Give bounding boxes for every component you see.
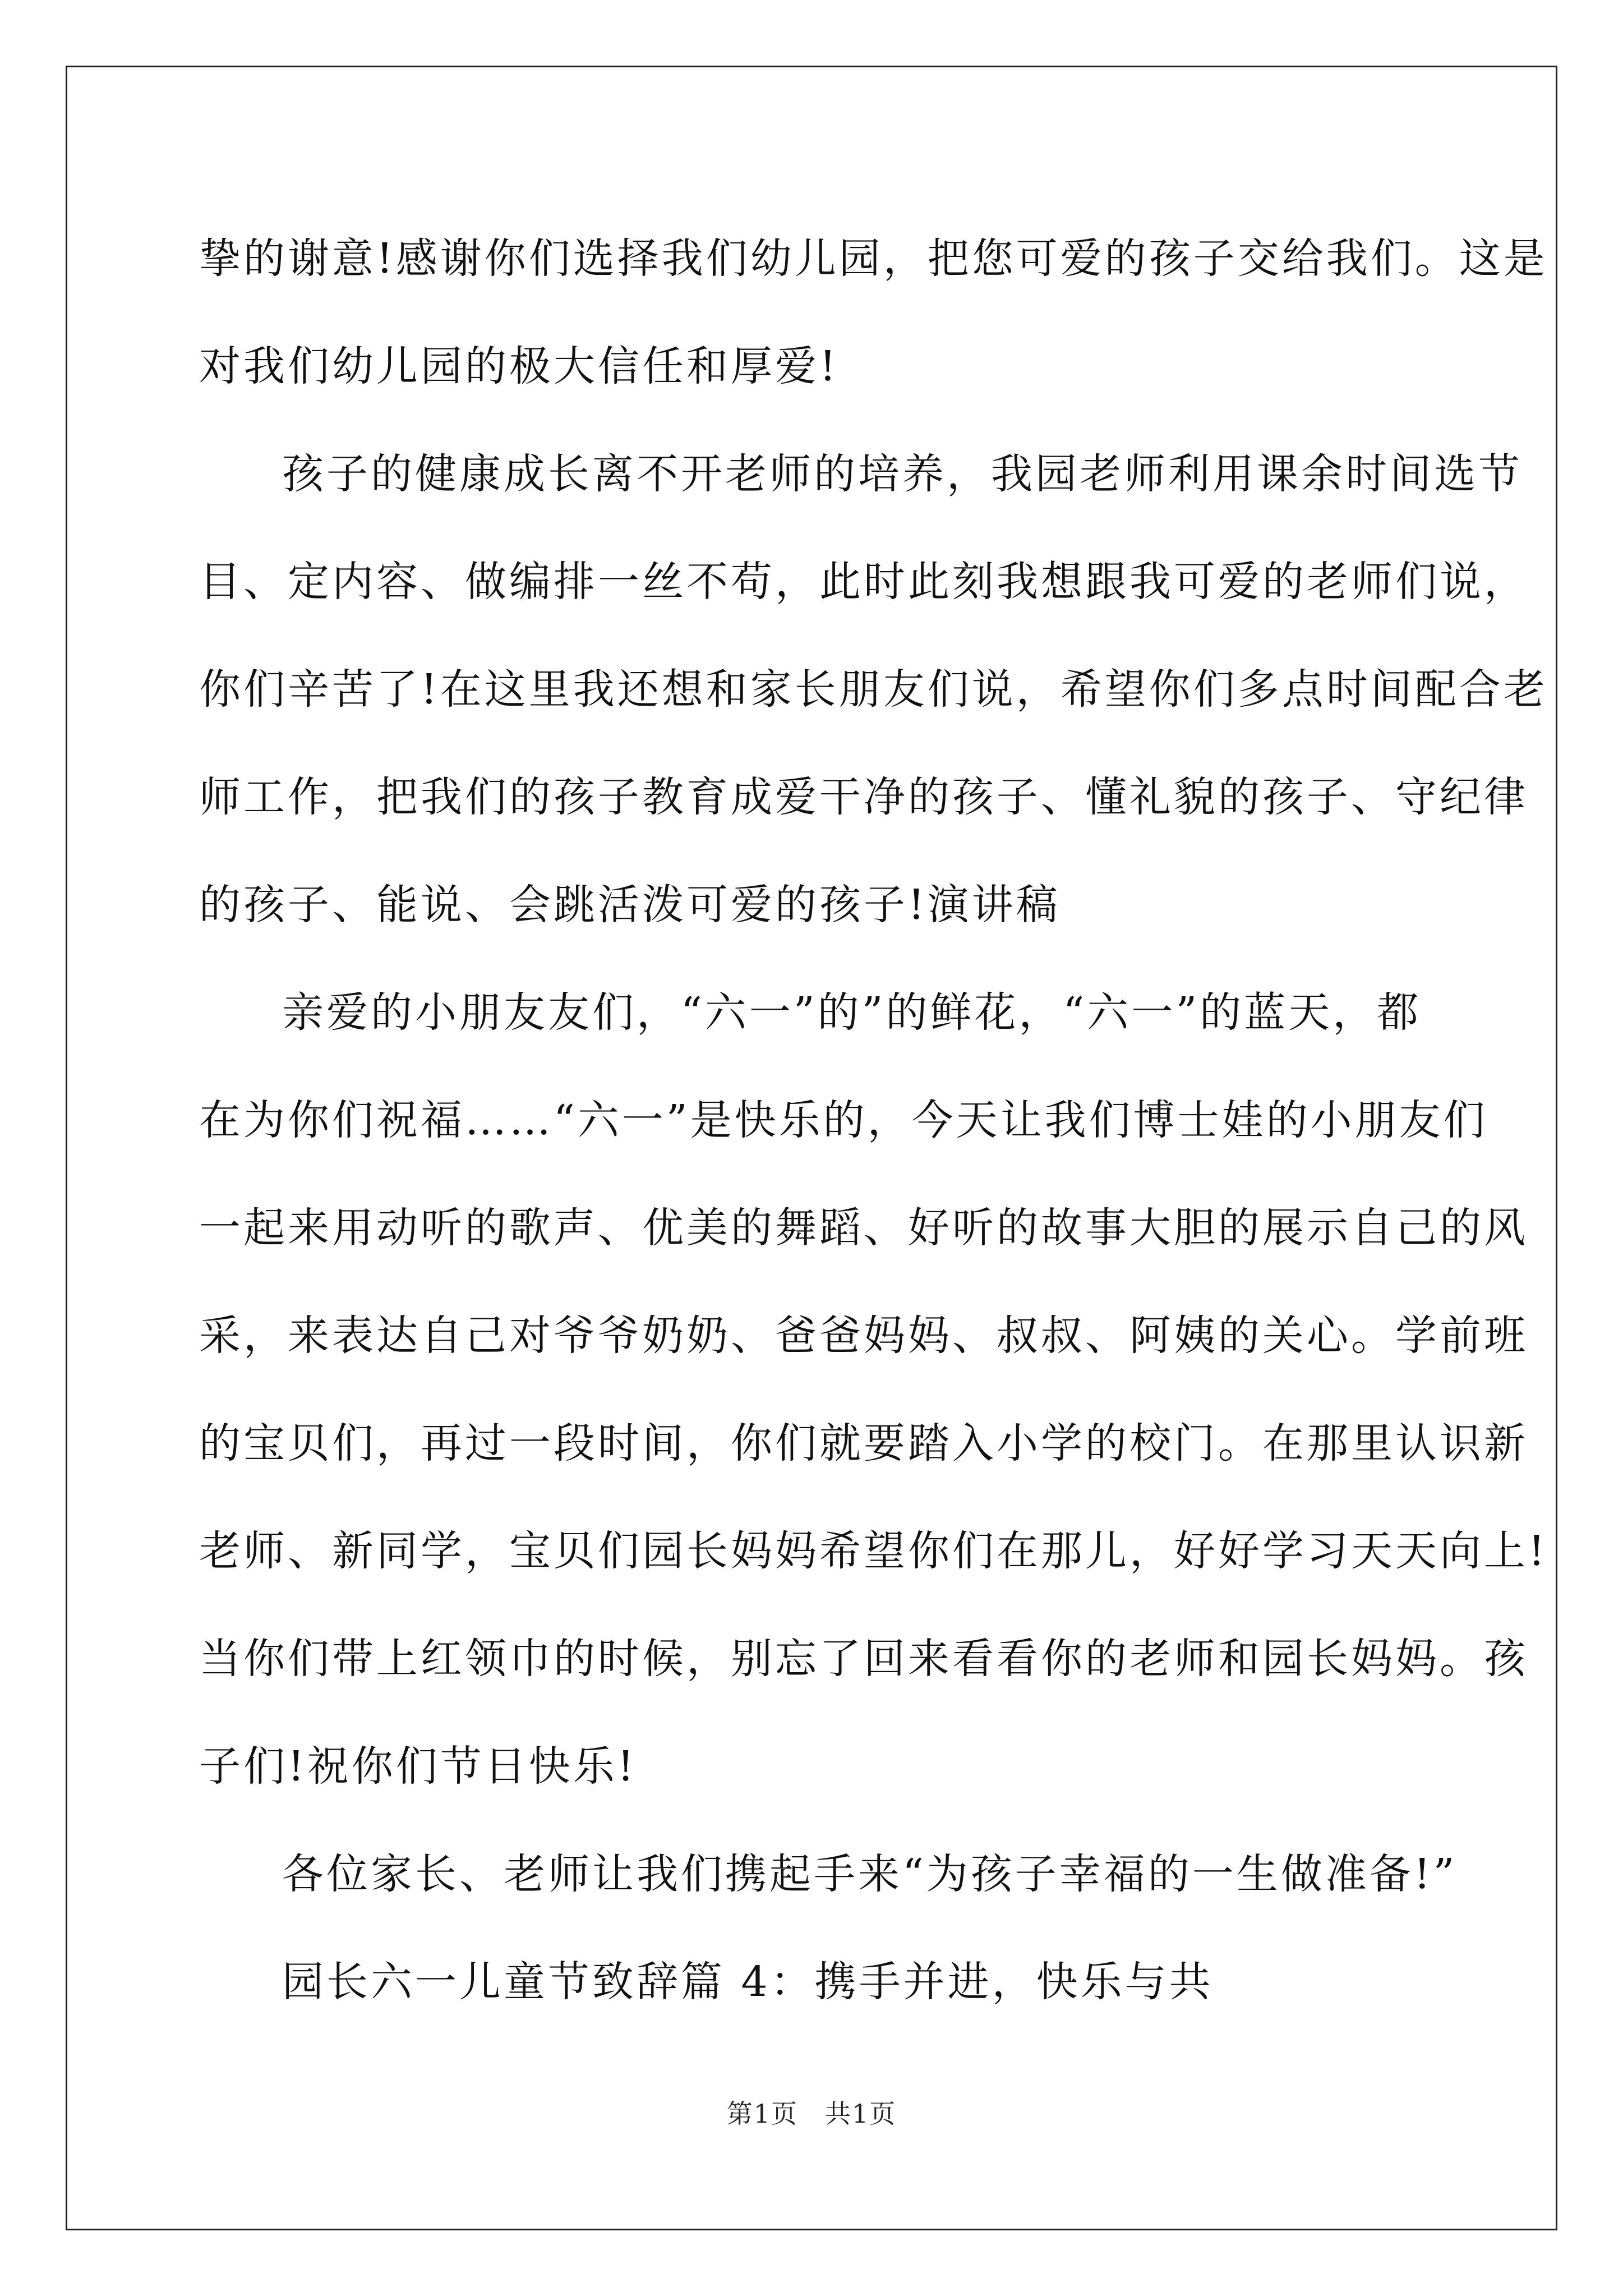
text-line: 你们辛苦了!在这里我还想和家长朋友们说，希望你们多点时间配合老 [199,665,1548,714]
text-line: 在为你们祝福……“六一”是快乐的，今天让我们博士娃的小朋友们 [199,1096,1488,1144]
text-line: 对我们幼儿园的极大信任和厚爱! [199,342,839,390]
text-line: 老师、新同学，宝贝们园长妈妈希望你们在那儿，好好学习天天向上! [199,1527,1548,1575]
text-line: 师工作，把我们的孩子教育成爱干净的孩子、懂礼貌的孩子、守纪律 [199,773,1528,821]
text-line: 的宝贝们，再过一段时间，你们就要踏入小学的校门。在那里认识新 [199,1419,1528,1467]
document-body [199,205,1548,2036]
section-heading: 园长六一儿童节致辞篇 4：携手并进，快乐与共 [282,1958,1214,2006]
text-line: 各位家长、老师让我们携起手来“为孩子幸福的一生做准备!” [282,1850,1458,1898]
text-line: 亲爱的小朋友友们，“六一”的”的鲜花，“六一”的蓝天，都 [282,988,1422,1037]
text-line: 一起来用动听的歌声、优美的舞蹈、好听的故事大胆的展示自己的风 [199,1204,1528,1252]
text-line: 挚的谢意!感谢你们选择我们幼儿园，把您可爱的孩子交给我们。这是 [199,234,1548,283]
page-number-footer: 第1页 共1页 [726,2099,897,2129]
text-line: 采，来表达自己对爷爷奶奶、爸爸妈妈、叔叔、阿姨的关心。学前班 [199,1312,1528,1360]
text-line: 的孩子、能说、会跳活泼可爱的孩子!演讲稿 [199,881,1061,929]
text-line: 目、定内容、做编排一丝不苟，此时此刻我想跟我可爱的老师们说， [199,558,1528,606]
text-line: 当你们带上红领巾的时候，别忘了回来看看你的老师和园长妈妈。孩 [199,1635,1528,1683]
text-line: 子们!祝你们节日快乐! [199,1742,637,1791]
text-line: 孩子的健康成长离不开老师的培养，我园老师利用课余时间选节 [282,450,1523,498]
